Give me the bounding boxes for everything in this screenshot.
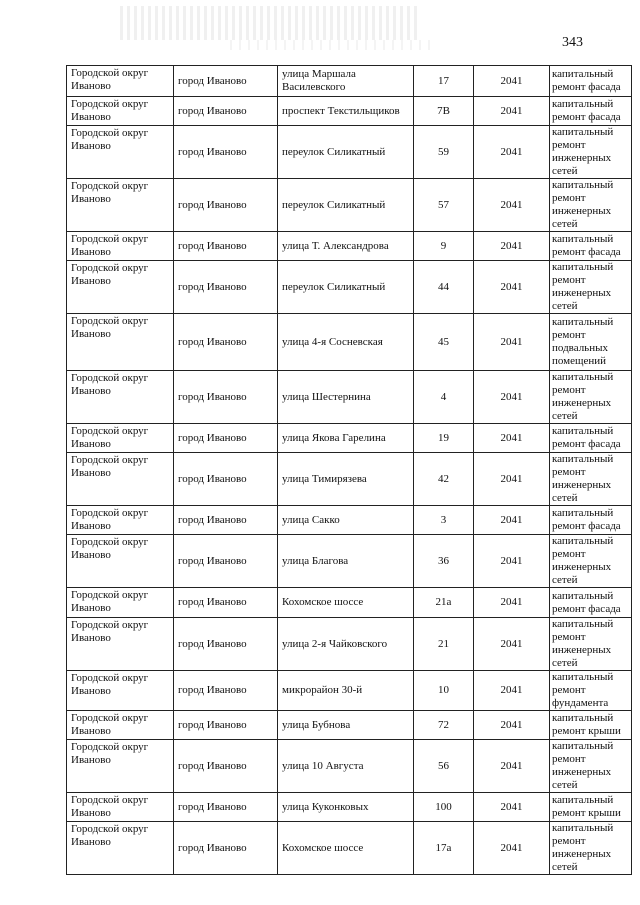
scan-artifact xyxy=(230,40,430,50)
street-cell: переулок Силикатный xyxy=(278,126,414,179)
district-cell: Городской округ Иваново xyxy=(67,740,174,793)
street-cell: проспект Текстильщиков xyxy=(278,97,414,126)
city-cell: город Иваново xyxy=(174,588,278,618)
work-type-cell: капитальный ремонт фасада xyxy=(550,424,632,453)
city-cell: город Иваново xyxy=(174,740,278,793)
street-cell: переулок Силикатный xyxy=(278,179,414,232)
page-number: 343 xyxy=(562,35,583,50)
table-row xyxy=(67,588,632,618)
work-type-cell: капитальный ремонт фасада xyxy=(550,588,632,618)
work-type-cell: капитальный ремонт инженерных сетей xyxy=(550,453,632,506)
district-cell: Городской округ Иваново xyxy=(67,618,174,671)
year-cell: 2041 xyxy=(474,424,550,453)
year-cell: 2041 xyxy=(474,711,550,740)
house-number-cell: 7В xyxy=(414,97,474,126)
district-cell: Городской округ Иваново xyxy=(67,822,174,875)
street-cell: улица 2-я Чайковского xyxy=(278,618,414,671)
year-cell: 2041 xyxy=(474,671,550,711)
street-cell: улица Т. Александрова xyxy=(278,232,414,261)
year-cell: 2041 xyxy=(474,822,550,875)
year-cell: 2041 xyxy=(474,314,550,371)
work-type-cell: капитальный ремонт инженерных сетей xyxy=(550,371,632,424)
work-type-cell: капитальный ремонт фасада xyxy=(550,506,632,535)
table-row xyxy=(67,97,632,126)
city-cell: город Иваново xyxy=(174,618,278,671)
work-type-cell: капитальный ремонт фасада xyxy=(550,66,632,97)
district-cell: Городской округ Иваново xyxy=(67,506,174,535)
street-cell: улица Якова Гарелина xyxy=(278,424,414,453)
house-number-cell: 3 xyxy=(414,506,474,535)
district-cell: Городской округ Иваново xyxy=(67,453,174,506)
table-row xyxy=(67,371,632,424)
table-row xyxy=(67,66,632,97)
work-type-cell: капитальный ремонт фасада xyxy=(550,232,632,261)
work-type-cell: капитальный ремонт инженерных сетей xyxy=(550,261,632,314)
house-number-cell: 100 xyxy=(414,793,474,822)
district-cell: Городской округ Иваново xyxy=(67,97,174,126)
street-cell: Кохомское шоссе xyxy=(278,588,414,618)
house-number-cell: 45 xyxy=(414,314,474,371)
city-cell: город Иваново xyxy=(174,424,278,453)
city-cell: город Иваново xyxy=(174,232,278,261)
year-cell: 2041 xyxy=(474,126,550,179)
street-cell: улица Маршала Василевского xyxy=(278,66,414,97)
year-cell: 2041 xyxy=(474,535,550,588)
street-cell: улица Тимирязева xyxy=(278,453,414,506)
district-cell: Городской округ Иваново xyxy=(67,671,174,711)
repair-schedule-table xyxy=(66,65,632,875)
table-row xyxy=(67,453,632,506)
house-number-cell: 9 xyxy=(414,232,474,261)
street-cell: переулок Силикатный xyxy=(278,261,414,314)
street-cell: улица Куконковых xyxy=(278,793,414,822)
year-cell: 2041 xyxy=(474,618,550,671)
city-cell: город Иваново xyxy=(174,66,278,97)
house-number-cell: 21 xyxy=(414,618,474,671)
district-cell: Городской округ Иваново xyxy=(67,261,174,314)
street-cell: Кохомское шоссе xyxy=(278,822,414,875)
table-row xyxy=(67,671,632,711)
house-number-cell: 56 xyxy=(414,740,474,793)
district-cell: Городской округ Иваново xyxy=(67,179,174,232)
year-cell: 2041 xyxy=(474,179,550,232)
house-number-cell: 19 xyxy=(414,424,474,453)
street-cell: улица 10 Августа xyxy=(278,740,414,793)
house-number-cell: 36 xyxy=(414,535,474,588)
house-number-cell: 17 xyxy=(414,66,474,97)
table-row xyxy=(67,314,632,371)
street-cell: улица 4-я Сосневская xyxy=(278,314,414,371)
district-cell: Городской округ Иваново xyxy=(67,711,174,740)
work-type-cell: капитальный ремонт инженерных сетей xyxy=(550,822,632,875)
year-cell: 2041 xyxy=(474,506,550,535)
table-row xyxy=(67,535,632,588)
city-cell: город Иваново xyxy=(174,535,278,588)
city-cell: город Иваново xyxy=(174,711,278,740)
table-row xyxy=(67,179,632,232)
year-cell: 2041 xyxy=(474,453,550,506)
city-cell: город Иваново xyxy=(174,506,278,535)
table-row xyxy=(67,126,632,179)
house-number-cell: 4 xyxy=(414,371,474,424)
work-type-cell: капитальный ремонт инженерных сетей xyxy=(550,535,632,588)
year-cell: 2041 xyxy=(474,232,550,261)
table-row xyxy=(67,261,632,314)
street-cell: улица Сакко xyxy=(278,506,414,535)
city-cell: город Иваново xyxy=(174,97,278,126)
district-cell: Городской округ Иваново xyxy=(67,371,174,424)
table-row xyxy=(67,822,632,875)
house-number-cell: 44 xyxy=(414,261,474,314)
table-body xyxy=(67,66,632,875)
work-type-cell: капитальный ремонт инженерных сетей xyxy=(550,618,632,671)
district-cell: Городской округ Иваново xyxy=(67,126,174,179)
table-row xyxy=(67,232,632,261)
district-cell: Городской округ Иваново xyxy=(67,535,174,588)
district-cell: Городской округ Иваново xyxy=(67,66,174,97)
street-cell: улица Шестернина xyxy=(278,371,414,424)
work-type-cell: капитальный ремонт инженерных сетей xyxy=(550,126,632,179)
year-cell: 2041 xyxy=(474,371,550,424)
work-type-cell: капитальный ремонт крыши xyxy=(550,793,632,822)
house-number-cell: 10 xyxy=(414,671,474,711)
table-row xyxy=(67,793,632,822)
city-cell: город Иваново xyxy=(174,126,278,179)
table-row xyxy=(67,506,632,535)
table-row xyxy=(67,740,632,793)
house-number-cell: 17а xyxy=(414,822,474,875)
year-cell: 2041 xyxy=(474,97,550,126)
table-row xyxy=(67,711,632,740)
district-cell: Городской округ Иваново xyxy=(67,588,174,618)
table-row xyxy=(67,618,632,671)
work-type-cell: капитальный ремонт подвальных помещений xyxy=(550,314,632,371)
scan-artifact xyxy=(120,6,420,40)
year-cell: 2041 xyxy=(474,740,550,793)
city-cell: город Иваново xyxy=(174,314,278,371)
city-cell: город Иваново xyxy=(174,371,278,424)
year-cell: 2041 xyxy=(474,261,550,314)
table-row xyxy=(67,424,632,453)
district-cell: Городской округ Иваново xyxy=(67,232,174,261)
house-number-cell: 21а xyxy=(414,588,474,618)
year-cell: 2041 xyxy=(474,66,550,97)
city-cell: город Иваново xyxy=(174,453,278,506)
work-type-cell: капитальный ремонт инженерных сетей xyxy=(550,740,632,793)
street-cell: микрорайон 30-й xyxy=(278,671,414,711)
district-cell: Городской округ Иваново xyxy=(67,424,174,453)
work-type-cell: капитальный ремонт фундамента xyxy=(550,671,632,711)
work-type-cell: капитальный ремонт фасада xyxy=(550,97,632,126)
street-cell: улица Благова xyxy=(278,535,414,588)
year-cell: 2041 xyxy=(474,588,550,618)
city-cell: город Иваново xyxy=(174,671,278,711)
city-cell: город Иваново xyxy=(174,793,278,822)
district-cell: Городской округ Иваново xyxy=(67,314,174,371)
work-type-cell: капитальный ремонт крыши xyxy=(550,711,632,740)
house-number-cell: 72 xyxy=(414,711,474,740)
work-type-cell: капитальный ремонт инженерных сетей xyxy=(550,179,632,232)
city-cell: город Иваново xyxy=(174,822,278,875)
house-number-cell: 59 xyxy=(414,126,474,179)
house-number-cell: 42 xyxy=(414,453,474,506)
city-cell: город Иваново xyxy=(174,179,278,232)
house-number-cell: 57 xyxy=(414,179,474,232)
city-cell: город Иваново xyxy=(174,261,278,314)
street-cell: улица Бубнова xyxy=(278,711,414,740)
district-cell: Городской округ Иваново xyxy=(67,793,174,822)
year-cell: 2041 xyxy=(474,793,550,822)
